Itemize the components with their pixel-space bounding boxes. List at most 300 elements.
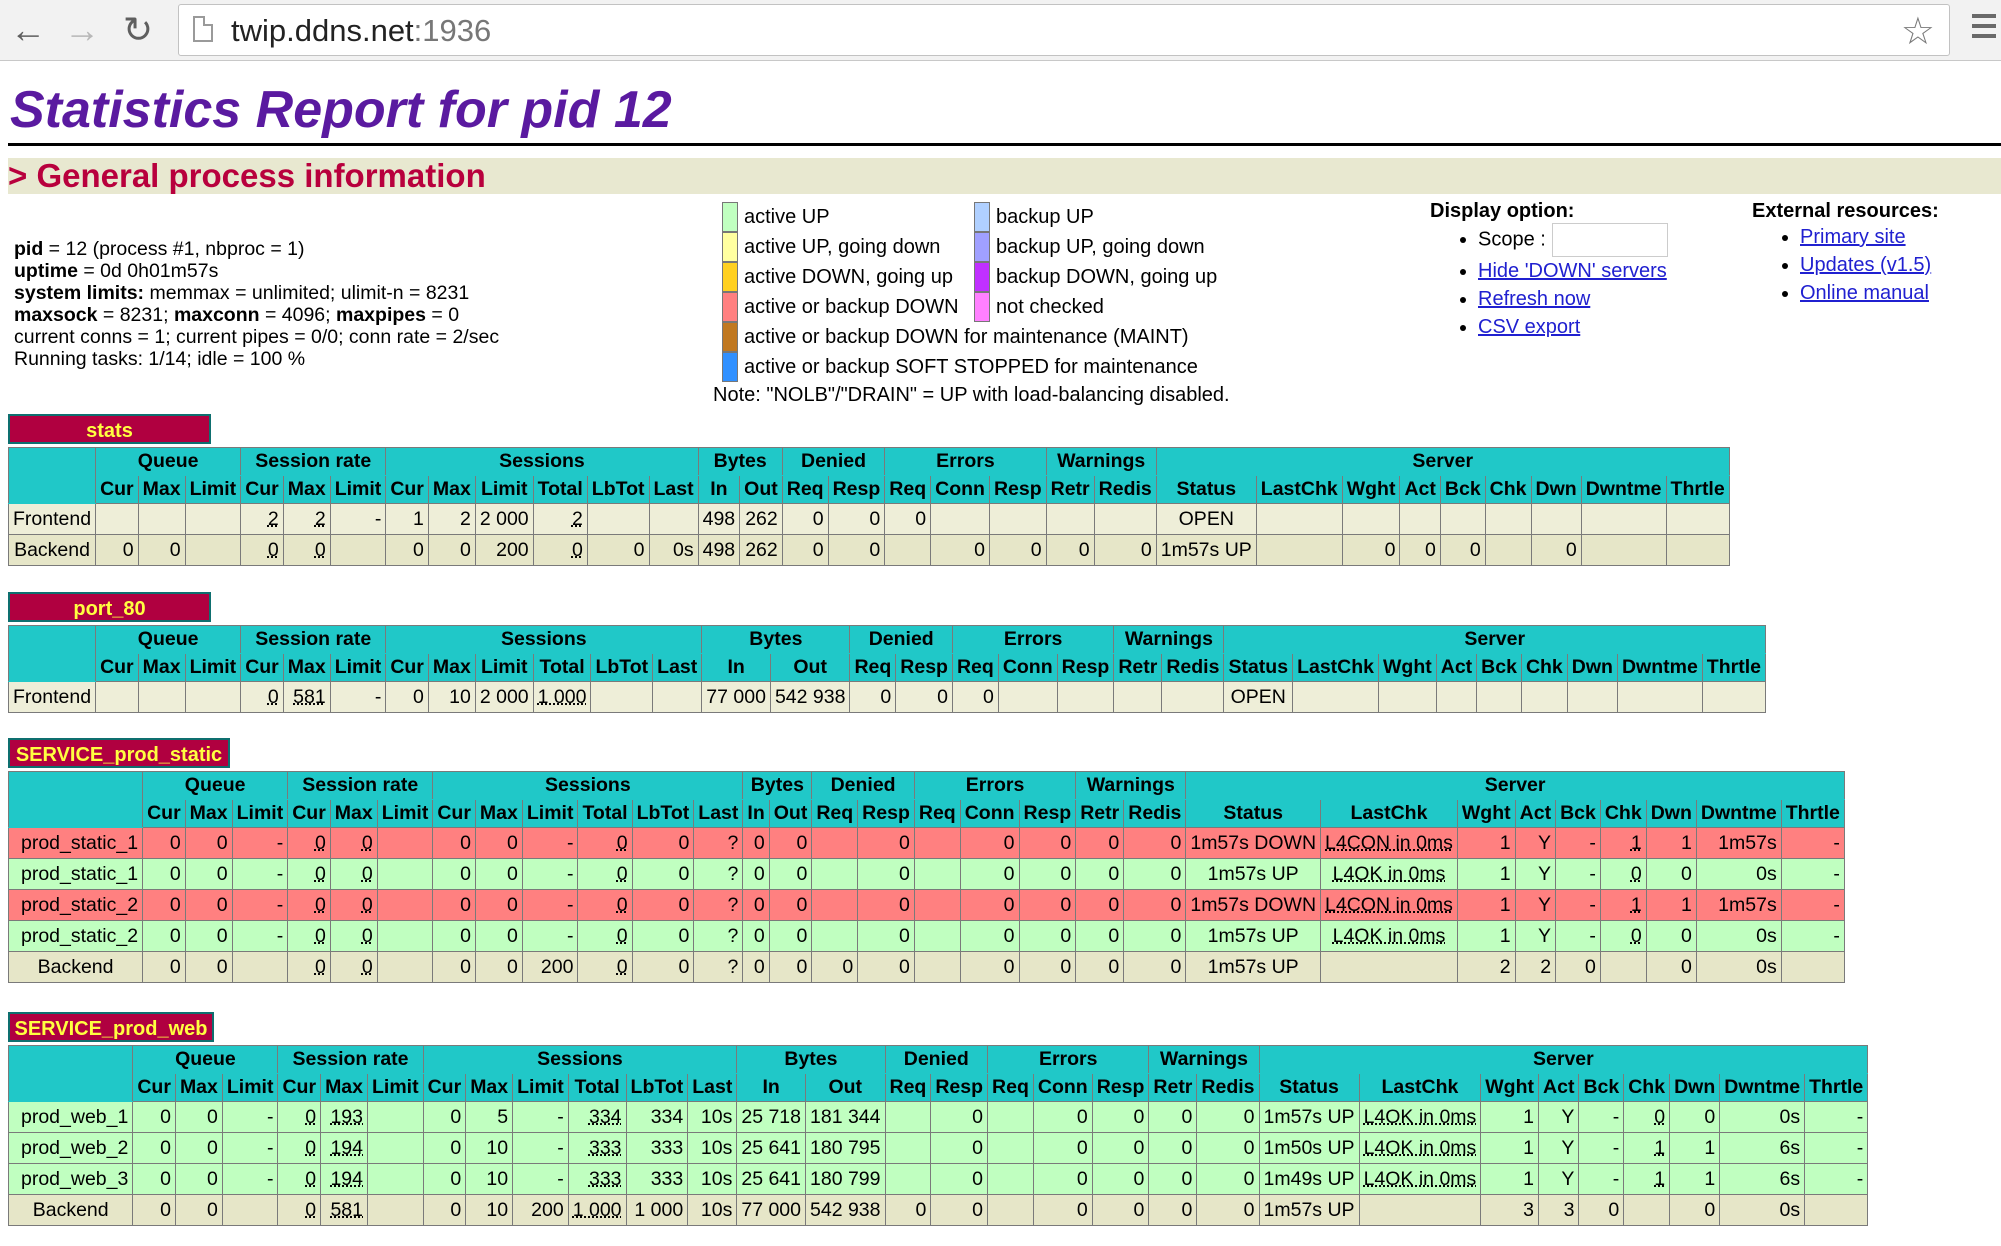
row-label: Frontend: [9, 682, 96, 713]
group-header: Sessions: [423, 1046, 737, 1074]
table-cell: 0: [1033, 1164, 1092, 1195]
stat-link[interactable]: 334: [588, 1105, 622, 1128]
table-cell: Y: [1515, 921, 1555, 952]
stat-link[interactable]: 0: [616, 893, 628, 916]
column-header: Wght: [1481, 1074, 1539, 1102]
column-header: Cur: [241, 476, 284, 504]
table-cell: 0: [133, 1164, 176, 1195]
table-cell: 6s: [1720, 1133, 1805, 1164]
column-header: Wght: [1342, 476, 1400, 504]
table-cell: [321, 1195, 368, 1226]
table-cell: [1400, 504, 1440, 535]
table-cell: -: [1556, 890, 1601, 921]
table-cell: -: [222, 1102, 278, 1133]
stat-link[interactable]: L4OK in 0ms: [1363, 1105, 1477, 1128]
stat-link[interactable]: 0: [361, 924, 373, 947]
group-header: Queue: [96, 448, 241, 476]
stat-link[interactable]: 0: [314, 538, 326, 561]
table-cell: 1m49s UP: [1259, 1164, 1359, 1195]
table-row: [9, 1133, 1868, 1164]
table-cell: [812, 921, 858, 952]
group-header: Session rate: [241, 626, 386, 654]
table-cell: [1581, 535, 1666, 566]
column-header: Bck: [1556, 800, 1601, 828]
table-cell: [321, 1133, 368, 1164]
column-header: Limit: [330, 654, 386, 682]
table-cell: 0: [743, 828, 769, 859]
proxy-stats-table: [8, 1045, 1868, 1226]
table-cell: [377, 859, 433, 890]
table-cell: 2 000: [475, 682, 533, 713]
table-cell: 0: [475, 952, 522, 983]
stat-link[interactable]: 0: [305, 1136, 317, 1159]
table-cell: [1702, 682, 1765, 713]
column-header: Req: [914, 800, 960, 828]
table-cell: -: [1805, 1164, 1868, 1195]
table-cell: 0: [858, 921, 915, 952]
table-cell: 1m57s: [1696, 890, 1781, 921]
legend-swatch: [974, 232, 990, 262]
stat-link[interactable]: 0: [314, 924, 326, 947]
table-row: [9, 828, 1845, 859]
column-header: Resp: [989, 476, 1046, 504]
table-cell: [1624, 1133, 1670, 1164]
table-cell: [1781, 952, 1844, 983]
legend-label: active or backup DOWN for maintenance (MAINT): [744, 326, 1189, 348]
stat-link[interactable]: 1: [1654, 1136, 1666, 1159]
stat-link[interactable]: 193: [330, 1105, 363, 1128]
stat-link[interactable]: 194: [330, 1167, 363, 1190]
table-cell: [1600, 921, 1646, 952]
legend-swatch: [974, 202, 990, 232]
table-cell: [914, 859, 960, 890]
table-cell: 333: [626, 1133, 688, 1164]
table-cell: -: [330, 682, 386, 713]
back-arrow-icon[interactable]: ←: [10, 9, 46, 50]
table-cell: 0: [143, 921, 186, 952]
table-cell: -: [232, 890, 288, 921]
stat-link[interactable]: 1: [1654, 1167, 1666, 1190]
table-cell: 1: [1670, 1164, 1720, 1195]
stat-link[interactable]: 1: [1630, 893, 1642, 916]
table-cell: [1617, 682, 1702, 713]
stat-link[interactable]: 2: [314, 507, 326, 530]
table-cell: 1: [1481, 1102, 1539, 1133]
table-cell: 0: [423, 1102, 466, 1133]
table-cell: [288, 859, 331, 890]
stat-link[interactable]: 194: [330, 1136, 363, 1159]
column-header: Limit: [232, 800, 288, 828]
online-manual-link[interactable]: Online manual: [1800, 282, 1929, 304]
column-header: Act: [1539, 1074, 1579, 1102]
column-header: Out: [806, 1074, 886, 1102]
table-cell: [278, 1133, 321, 1164]
column-header: Retr: [1076, 800, 1124, 828]
stat-link[interactable]: 1: [1630, 831, 1642, 854]
table-cell: [330, 535, 386, 566]
stat-link[interactable]: 0: [267, 685, 279, 708]
group-header: Session rate: [241, 448, 386, 476]
column-header: In: [737, 1074, 806, 1102]
table-cell: 0: [1124, 828, 1186, 859]
table-cell: [1359, 1164, 1481, 1195]
stat-link[interactable]: L4OK in 0ms: [1363, 1136, 1477, 1159]
column-header: Cur: [96, 476, 139, 504]
table-cell: 0: [475, 921, 522, 952]
external-resources: [1752, 200, 1939, 307]
table-cell: 0: [1556, 952, 1601, 983]
column-header: Max: [475, 800, 522, 828]
group-header: Server: [1259, 1046, 1868, 1074]
table-cell: Y: [1515, 828, 1555, 859]
table-cell: 0: [1149, 1133, 1197, 1164]
table-cell: 0: [960, 828, 1019, 859]
table-cell: ?: [694, 859, 743, 890]
stat-link[interactable]: L4OK in 0ms: [1332, 924, 1446, 947]
group-header: Queue: [143, 772, 288, 800]
stat-link[interactable]: 0: [361, 862, 373, 885]
group-header: Queue: [133, 1046, 278, 1074]
table-cell: 200: [513, 1195, 569, 1226]
stat-link[interactable]: 0: [616, 831, 628, 854]
column-header: Status: [1224, 654, 1293, 682]
column-header: Dwntme: [1581, 476, 1666, 504]
table-cell: [283, 682, 330, 713]
table-cell: 0: [743, 859, 769, 890]
table-cell: [812, 828, 858, 859]
group-header: Bytes: [737, 1046, 885, 1074]
table-cell: -: [513, 1102, 569, 1133]
stat-link[interactable]: 581: [330, 1198, 363, 1221]
table-cell: 0: [885, 504, 931, 535]
table-cell: [1436, 682, 1476, 713]
scope-input[interactable]: [1552, 223, 1668, 257]
table-cell: 1: [1646, 890, 1696, 921]
table-cell: [185, 504, 241, 535]
table-row: [9, 504, 1730, 535]
table-cell: 0: [1197, 1164, 1259, 1195]
stat-link[interactable]: 0: [314, 862, 326, 885]
table-cell: 0: [960, 921, 1019, 952]
column-header: Cur: [288, 800, 331, 828]
table-cell: 542 938: [806, 1195, 886, 1226]
table-cell: [1321, 890, 1458, 921]
column-header: LbTot: [591, 654, 653, 682]
column-header: Chk: [1521, 654, 1567, 682]
process-info-line: uptime = 0d 0h01m57s: [14, 260, 219, 282]
row-label: prod_static_2: [9, 890, 143, 921]
table-cell: 1 000: [626, 1195, 688, 1226]
legend-swatch: [722, 262, 738, 292]
table-cell: 1m57s DOWN: [1186, 828, 1321, 859]
table-cell: 0: [1076, 921, 1124, 952]
column-header: Max: [330, 800, 377, 828]
column-header: Limit: [185, 654, 241, 682]
table-cell: Y: [1515, 859, 1555, 890]
stat-link[interactable]: 0: [1630, 924, 1642, 947]
table-cell: 0: [1149, 1195, 1197, 1226]
stat-link[interactable]: 0: [361, 893, 373, 916]
column-header: LastChk: [1359, 1074, 1481, 1102]
table-cell: 0: [433, 828, 476, 859]
proxy-name-tag[interactable]: SERVICE_prod_static: [8, 738, 230, 768]
table-cell: [1046, 504, 1094, 535]
stat-link[interactable]: L4OK in 0ms: [1363, 1167, 1477, 1190]
column-header: Out: [740, 476, 783, 504]
column-header: Dwn: [1567, 654, 1617, 682]
forward-arrow-icon[interactable]: →: [64, 9, 100, 50]
table-cell: 0: [475, 828, 522, 859]
stat-link[interactable]: 1 000: [572, 1198, 622, 1221]
table-cell: [330, 952, 377, 983]
table-cell: 0: [769, 890, 812, 921]
table-cell: [885, 535, 931, 566]
legend-swatch: [722, 322, 738, 352]
column-header: Chk: [1624, 1074, 1670, 1102]
stat-link[interactable]: 0: [616, 862, 628, 885]
table-cell: -: [1781, 859, 1844, 890]
table-cell: 1m57s UP: [1259, 1102, 1359, 1133]
table-cell: 0: [185, 952, 232, 983]
legend-label: active or backup SOFT STOPPED for maintenance: [744, 356, 1198, 378]
table-cell: 0: [960, 890, 1019, 921]
table-cell: 10: [466, 1195, 513, 1226]
proxy-name-tag[interactable]: SERVICE_prod_web: [8, 1012, 214, 1042]
stat-link[interactable]: 0: [314, 893, 326, 916]
group-header: Sessions: [386, 626, 702, 654]
table-cell: [1477, 682, 1522, 713]
stat-link[interactable]: 0: [571, 538, 583, 561]
stat-link[interactable]: 0: [305, 1105, 317, 1128]
stat-link[interactable]: 581: [293, 685, 326, 708]
legend-label: backup UP, going down: [996, 236, 1205, 258]
table-cell: 0: [1076, 859, 1124, 890]
table-cell: 0: [931, 1102, 988, 1133]
column-header: Wght: [1379, 654, 1437, 682]
table-cell: [222, 1195, 278, 1226]
stat-link[interactable]: 0: [305, 1198, 317, 1221]
table-cell: 0: [1076, 952, 1124, 983]
column-header: In: [743, 800, 769, 828]
table-cell: 6s: [1720, 1164, 1805, 1195]
column-header: Bck: [1477, 654, 1522, 682]
hide-down-link[interactable]: Hide 'DOWN' servers: [1478, 260, 1667, 282]
primary-site-link[interactable]: Primary site: [1800, 226, 1906, 248]
table-cell: 10: [428, 682, 475, 713]
column-header: Max: [283, 654, 330, 682]
column-header: Out: [769, 800, 812, 828]
table-cell: 1: [1670, 1133, 1720, 1164]
refresh-now-link[interactable]: Refresh now: [1478, 288, 1591, 310]
table-cell: 25 641: [737, 1164, 806, 1195]
group-header: Denied: [850, 626, 953, 654]
star-icon[interactable]: ☆: [1900, 11, 1935, 53]
table-cell: 0: [1033, 1133, 1092, 1164]
column-header: Max: [175, 1074, 222, 1102]
stat-link[interactable]: L4CON in 0ms: [1325, 831, 1453, 854]
legend-swatch: [722, 352, 738, 382]
column-header: Dwn: [1670, 1074, 1720, 1102]
table-cell: 0: [475, 859, 522, 890]
table-cell: 0s: [1696, 952, 1781, 983]
stat-link[interactable]: 0: [361, 955, 373, 978]
table-cell: 0: [1019, 921, 1076, 952]
table-cell: -: [232, 828, 288, 859]
table-cell: 3: [1539, 1195, 1579, 1226]
table-cell: 0: [931, 1133, 988, 1164]
csv-export-link[interactable]: CSV export: [1478, 316, 1581, 338]
header-corner: [9, 626, 96, 682]
title-rule: [8, 143, 2001, 146]
legend-swatch: [974, 262, 990, 292]
table-cell: ?: [694, 890, 743, 921]
stat-link[interactable]: 1 000: [537, 685, 587, 708]
table-cell: Y: [1539, 1164, 1579, 1195]
table-row: [9, 952, 1845, 983]
column-header: Act: [1515, 800, 1555, 828]
column-header: Limit: [475, 476, 533, 504]
row-label: Frontend: [9, 504, 96, 535]
stat-link[interactable]: 333: [588, 1136, 622, 1159]
stat-link[interactable]: 0: [361, 831, 373, 854]
table-cell: [330, 859, 377, 890]
stat-link[interactable]: L4OK in 0ms: [1332, 862, 1446, 885]
column-header: Total: [568, 1074, 626, 1102]
table-row: [9, 1195, 1868, 1226]
group-header: Server: [1156, 448, 1729, 476]
table-cell: 10s: [688, 1133, 737, 1164]
group-header: Server: [1224, 626, 1766, 654]
table-cell: [1600, 890, 1646, 921]
row-label: prod_web_3: [9, 1164, 133, 1195]
updates-link[interactable]: Updates (v1.5): [1800, 254, 1932, 276]
table-cell: -: [1556, 828, 1601, 859]
page-title: Statistics Report for pid 12: [10, 81, 672, 139]
table-cell: [1359, 1133, 1481, 1164]
proxy-stats-table: [8, 625, 1766, 713]
stat-link[interactable]: 2: [571, 507, 583, 530]
column-header: Redis: [1094, 476, 1156, 504]
table-cell: 0: [143, 890, 186, 921]
stat-link[interactable]: 2: [267, 507, 279, 530]
column-header: Max: [138, 476, 185, 504]
address-bar[interactable]: [178, 4, 1950, 56]
table-cell: 0: [960, 859, 1019, 890]
stat-link[interactable]: 0: [314, 831, 326, 854]
table-cell: 0: [1033, 1195, 1092, 1226]
group-header: Sessions: [433, 772, 743, 800]
column-header: Conn: [960, 800, 1019, 828]
table-cell: [1342, 504, 1400, 535]
table-cell: 0: [858, 890, 915, 921]
column-header: Dwntme: [1617, 654, 1702, 682]
stat-link[interactable]: 0: [267, 538, 279, 561]
table-cell: 0: [769, 952, 812, 983]
proxy-stats-table: [8, 447, 1730, 566]
table-cell: [330, 890, 377, 921]
stat-link[interactable]: 0: [1630, 862, 1642, 885]
header-corner: [9, 448, 96, 504]
table-cell: Y: [1539, 1133, 1579, 1164]
table-cell: 0: [175, 1102, 222, 1133]
table-cell: 0: [858, 828, 915, 859]
group-header: Denied: [812, 772, 915, 800]
proxy-name-tag[interactable]: stats: [8, 414, 211, 444]
table-cell: 0: [1094, 535, 1156, 566]
table-cell: 0: [1092, 1195, 1149, 1226]
column-header: Thrtle: [1781, 800, 1844, 828]
hamburger-menu-icon[interactable]: [1972, 14, 1996, 44]
table-cell: [1485, 535, 1531, 566]
stat-link[interactable]: 0: [305, 1167, 317, 1190]
column-header: Req: [885, 476, 931, 504]
column-header: Conn: [931, 476, 990, 504]
table-cell: [988, 1195, 1034, 1226]
table-cell: [138, 682, 185, 713]
column-header: Thrtle: [1805, 1074, 1868, 1102]
table-cell: 10: [466, 1164, 513, 1195]
table-cell: -: [1579, 1164, 1624, 1195]
table-cell: -: [222, 1133, 278, 1164]
table-cell: [1600, 952, 1646, 983]
stat-link[interactable]: 0: [1654, 1105, 1666, 1128]
proxy-name-tag[interactable]: port_80: [8, 592, 211, 622]
table-cell: [885, 1164, 931, 1195]
stat-link[interactable]: L4CON in 0ms: [1325, 893, 1453, 916]
column-header: Cur: [386, 476, 429, 504]
row-label: prod_web_2: [9, 1133, 133, 1164]
table-cell: [1440, 504, 1485, 535]
table-cell: 0: [475, 890, 522, 921]
table-cell: [1293, 682, 1379, 713]
table-cell: [578, 859, 632, 890]
header-corner: [9, 772, 143, 828]
table-cell: [1666, 535, 1729, 566]
column-header: Retr: [1149, 1074, 1197, 1102]
column-header: Retr: [1114, 654, 1162, 682]
reload-icon[interactable]: ↻: [122, 9, 154, 50]
table-cell: [1094, 504, 1156, 535]
column-header: Resp: [896, 654, 953, 682]
table-cell: 2 000: [475, 504, 533, 535]
table-cell: Y: [1515, 890, 1555, 921]
table-cell: 25 718: [737, 1102, 806, 1133]
column-header: Dwntme: [1720, 1074, 1805, 1102]
table-cell: [278, 1102, 321, 1133]
stat-link[interactable]: 0: [314, 955, 326, 978]
table-cell: [914, 921, 960, 952]
table-cell: [1624, 1102, 1670, 1133]
stat-link[interactable]: 333: [588, 1167, 622, 1190]
column-header: Redis: [1197, 1074, 1259, 1102]
column-header: Retr: [1046, 476, 1094, 504]
table-cell: -: [232, 921, 288, 952]
column-header: Total: [578, 800, 632, 828]
column-header: LastChk: [1256, 476, 1342, 504]
table-cell: [578, 921, 632, 952]
table-cell: 1: [1481, 1133, 1539, 1164]
column-header: Last: [694, 800, 743, 828]
table-cell: [185, 682, 241, 713]
table-cell: 2: [1515, 952, 1555, 983]
table-cell: 1: [1457, 828, 1515, 859]
stat-link[interactable]: 0: [616, 924, 628, 947]
table-cell: 0: [632, 890, 694, 921]
table-cell: 180 795: [806, 1133, 886, 1164]
table-cell: 0: [828, 504, 885, 535]
stat-link[interactable]: 0: [616, 955, 628, 978]
group-header: Denied: [885, 1046, 988, 1074]
